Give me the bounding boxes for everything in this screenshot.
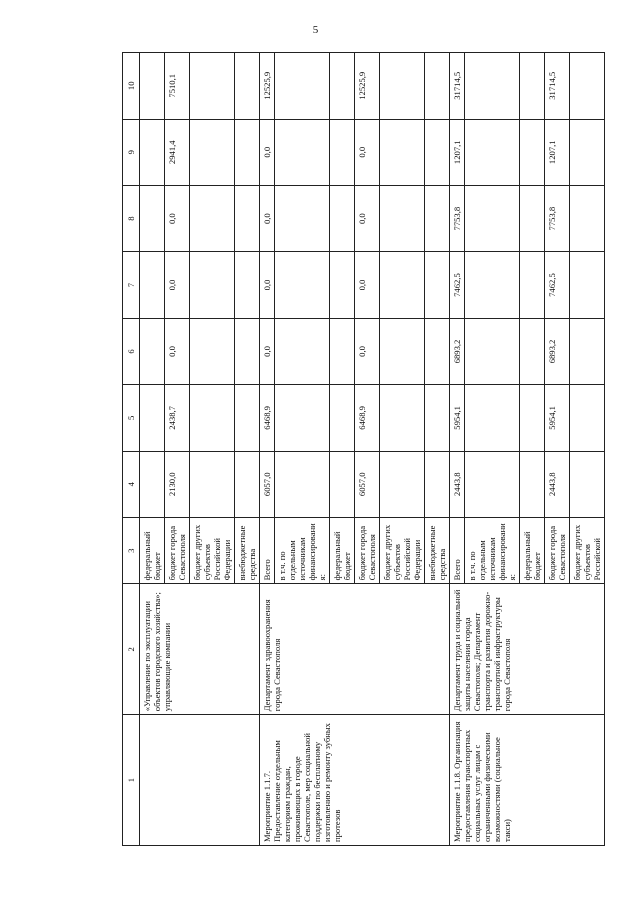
header-cell: 1 bbox=[123, 715, 140, 846]
header-cell: 5 bbox=[123, 385, 140, 451]
source-cell: федеральный бюджет bbox=[140, 517, 165, 583]
value-cell bbox=[235, 252, 260, 318]
value-cell bbox=[330, 451, 355, 517]
source-cell: Всего bbox=[450, 517, 465, 583]
value-cell: 6468,9 bbox=[260, 385, 275, 451]
value-cell: 7753,8 bbox=[545, 185, 570, 251]
value-cell bbox=[140, 318, 165, 384]
value-cell: 0,0 bbox=[355, 185, 380, 251]
table-row bbox=[140, 53, 165, 846]
rotated-table-wrapper bbox=[122, 52, 600, 846]
value-cell bbox=[140, 119, 165, 185]
value-cell bbox=[140, 185, 165, 251]
value-cell bbox=[570, 185, 605, 251]
value-cell: 31714,5 bbox=[545, 53, 570, 120]
value-cell bbox=[570, 318, 605, 384]
value-cell bbox=[425, 53, 450, 120]
value-cell: 6057,0 bbox=[260, 451, 275, 517]
value-cell bbox=[330, 53, 355, 120]
value-cell: 5954,1 bbox=[545, 385, 570, 451]
value-cell: 6468,9 bbox=[355, 385, 380, 451]
value-cell bbox=[570, 451, 605, 517]
value-cell bbox=[275, 385, 330, 451]
value-cell bbox=[380, 385, 425, 451]
measure-name-cell: Мероприятие 1.1.7. Предоставление отдельным категориям граждан, проживающих в городе Севастополе, мер социальной поддержки по бесплатному изготовлению и ремонту зубных протезов bbox=[260, 715, 450, 846]
value-cell bbox=[570, 53, 605, 120]
value-cell bbox=[275, 53, 330, 120]
value-cell bbox=[235, 185, 260, 251]
value-cell: 7462,5 bbox=[545, 252, 570, 318]
value-cell: 1207,1 bbox=[450, 119, 465, 185]
value-cell: 2443,8 bbox=[545, 451, 570, 517]
value-cell: 0,0 bbox=[260, 119, 275, 185]
value-cell bbox=[275, 252, 330, 318]
value-cell bbox=[380, 53, 425, 120]
header-cell: 2 bbox=[123, 584, 140, 715]
value-cell bbox=[275, 185, 330, 251]
executor-cell: Департамент здравоохранения города Севастополя bbox=[260, 584, 450, 715]
value-cell bbox=[275, 119, 330, 185]
value-cell: 0,0 bbox=[355, 318, 380, 384]
measure-name-cell: Мероприятие 1.1.8. Организация предоставления транспортных социальных услуг лицам с ограниченными физическими возможностями (социальное такси) bbox=[450, 715, 605, 846]
value-cell bbox=[140, 451, 165, 517]
value-cell: 1207,1 bbox=[545, 119, 570, 185]
value-cell bbox=[570, 119, 605, 185]
value-cell: 31714,5 bbox=[450, 53, 465, 120]
value-cell: 2941,4 bbox=[165, 119, 190, 185]
value-cell: 0,0 bbox=[165, 185, 190, 251]
executor-cell: Департамент труда и социальной защиты населения города Севастополя; Департамент транспорта и развития дорожно-транспортной инфраструктуры города Севастополя bbox=[450, 584, 605, 715]
value-cell bbox=[465, 318, 520, 384]
value-cell: 0,0 bbox=[355, 119, 380, 185]
funding-table bbox=[122, 52, 605, 846]
value-cell: 2438,7 bbox=[165, 385, 190, 451]
value-cell bbox=[520, 252, 545, 318]
value-cell bbox=[190, 185, 235, 251]
value-cell bbox=[235, 318, 260, 384]
value-cell bbox=[330, 185, 355, 251]
table-row bbox=[450, 53, 465, 846]
header-cell: 6 bbox=[123, 318, 140, 384]
value-cell bbox=[190, 252, 235, 318]
value-cell: 7753,8 bbox=[450, 185, 465, 251]
value-cell: 2130,0 bbox=[165, 451, 190, 517]
source-cell: Всего bbox=[260, 517, 275, 583]
value-cell: 6893,2 bbox=[545, 318, 570, 384]
value-cell bbox=[570, 385, 605, 451]
header-cell: 10 bbox=[123, 53, 140, 120]
value-cell bbox=[190, 385, 235, 451]
value-cell bbox=[190, 451, 235, 517]
header-cell: 3 bbox=[123, 517, 140, 583]
value-cell: 7510,1 bbox=[165, 53, 190, 120]
header-cell: 8 bbox=[123, 185, 140, 251]
header-row bbox=[123, 53, 140, 846]
value-cell bbox=[275, 451, 330, 517]
value-cell bbox=[465, 252, 520, 318]
value-cell bbox=[140, 385, 165, 451]
source-cell: в т.ч. по отдельным источникам финансирования: bbox=[275, 517, 330, 583]
value-cell bbox=[520, 119, 545, 185]
value-cell bbox=[570, 252, 605, 318]
value-cell bbox=[275, 318, 330, 384]
header-cell: 9 bbox=[123, 119, 140, 185]
source-cell: в т.ч. по отдельным источникам финансирования: bbox=[465, 517, 520, 583]
value-cell bbox=[140, 252, 165, 318]
source-cell: бюджет города Севастополя bbox=[355, 517, 380, 583]
value-cell bbox=[140, 53, 165, 120]
value-cell: 12525,9 bbox=[260, 53, 275, 120]
value-cell bbox=[425, 185, 450, 251]
value-cell: 0,0 bbox=[165, 318, 190, 384]
table-row bbox=[260, 53, 275, 846]
value-cell: 0,0 bbox=[260, 185, 275, 251]
value-cell bbox=[235, 451, 260, 517]
value-cell: 12525,9 bbox=[355, 53, 380, 120]
source-cell: бюджет других субъектов Российской Федерации bbox=[190, 517, 235, 583]
value-cell bbox=[425, 318, 450, 384]
source-cell: бюджет города Севастополя bbox=[545, 517, 570, 583]
value-cell bbox=[190, 318, 235, 384]
value-cell bbox=[330, 119, 355, 185]
value-cell bbox=[235, 119, 260, 185]
value-cell bbox=[235, 385, 260, 451]
value-cell bbox=[425, 451, 450, 517]
value-cell bbox=[380, 318, 425, 384]
value-cell: 0,0 bbox=[165, 252, 190, 318]
page-number: 5 bbox=[312, 24, 319, 36]
value-cell bbox=[425, 252, 450, 318]
value-cell: 0,0 bbox=[260, 318, 275, 384]
value-cell bbox=[380, 252, 425, 318]
value-cell bbox=[190, 53, 235, 120]
value-cell: 0,0 bbox=[355, 252, 380, 318]
value-cell bbox=[465, 451, 520, 517]
value-cell bbox=[520, 385, 545, 451]
source-cell: внебюджетные средства bbox=[425, 517, 450, 583]
measure-name-cell bbox=[140, 715, 260, 846]
header-cell: 7 bbox=[123, 252, 140, 318]
value-cell bbox=[380, 185, 425, 251]
value-cell: 5954,1 bbox=[450, 385, 465, 451]
value-cell bbox=[380, 451, 425, 517]
value-cell bbox=[330, 385, 355, 451]
value-cell bbox=[465, 385, 520, 451]
value-cell bbox=[520, 185, 545, 251]
value-cell bbox=[520, 451, 545, 517]
value-cell bbox=[330, 252, 355, 318]
source-cell: бюджет других субъектов Российской Федерации bbox=[380, 517, 425, 583]
source-cell: внебюджетные средства bbox=[235, 517, 260, 583]
value-cell bbox=[425, 119, 450, 185]
source-cell: федеральный бюджет bbox=[330, 517, 355, 583]
value-cell: 6057,0 bbox=[355, 451, 380, 517]
value-cell bbox=[380, 119, 425, 185]
value-cell bbox=[465, 53, 520, 120]
value-cell: 2443,8 bbox=[450, 451, 465, 517]
value-cell bbox=[520, 318, 545, 384]
value-cell: 0,0 bbox=[260, 252, 275, 318]
source-cell: федеральный бюджет bbox=[520, 517, 545, 583]
value-cell bbox=[235, 53, 260, 120]
value-cell: 7462,5 bbox=[450, 252, 465, 318]
value-cell bbox=[520, 53, 545, 120]
executor-cell: «Управление по эксплуатации объектов городского хозяйства»; управляющие компании bbox=[140, 584, 260, 715]
value-cell bbox=[465, 119, 520, 185]
value-cell bbox=[330, 318, 355, 384]
source-cell: бюджет других субъектов Российской bbox=[570, 517, 605, 583]
value-cell bbox=[425, 385, 450, 451]
value-cell bbox=[190, 119, 235, 185]
value-cell bbox=[465, 185, 520, 251]
header-cell: 4 bbox=[123, 451, 140, 517]
source-cell: бюджет города Севастополя bbox=[165, 517, 190, 583]
value-cell: 6893,2 bbox=[450, 318, 465, 384]
